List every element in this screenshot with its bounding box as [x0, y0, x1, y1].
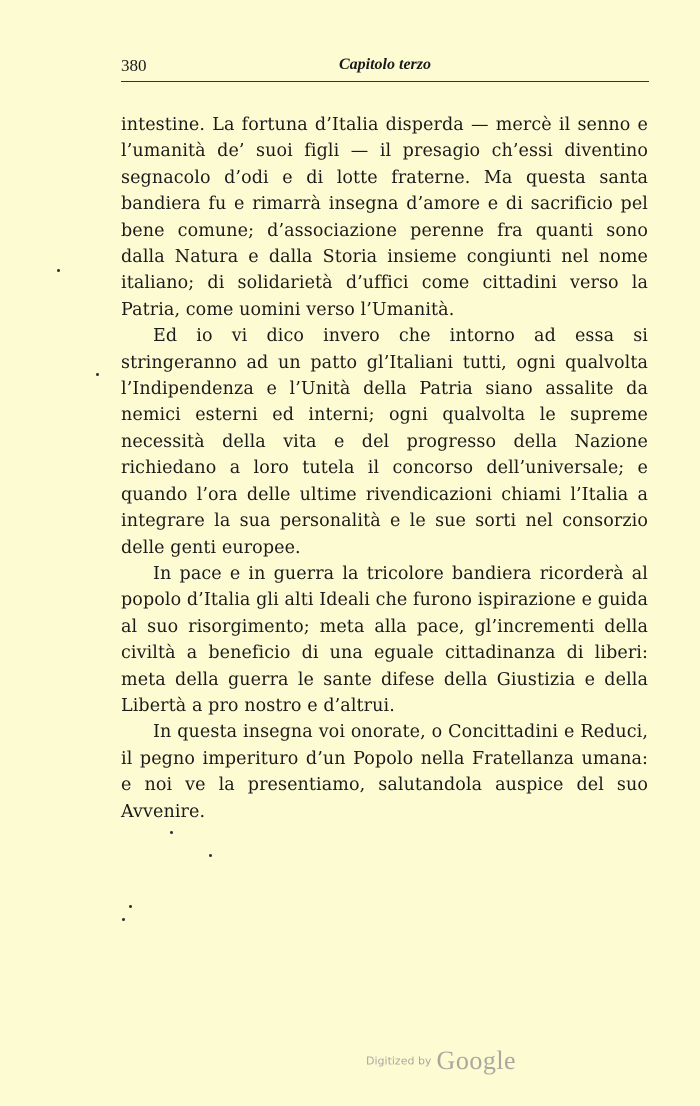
- print-speck: [96, 373, 99, 376]
- print-speck: [209, 854, 212, 857]
- google-logo: Google: [436, 1046, 517, 1075]
- paragraph-3: In pace e in guerra la tricolore bandiera ricorderà al popolo d’Italia gli alti Ideali che furono ispirazione e guida al suo risorgimento; meta alla pace, gl’incrementi della civiltà a beneficio di una eguale cittadinanza di liberi: meta della guerra le sante difese della Giustizia e della Libertà a pro nostro e d’altrui.: [121, 563, 648, 716]
- paragraph-1: intestine. La fortuna d’Italia disperda — mercè il senno e l’umanità de’ suoi figli — il presagio ch’essi diventino segnacolo d’odi e di lotte fraterne. Ma questa santa bandiera fu e rimarrà insegna d’amore e di sacrificio pel bene comune; d’associazione perenne fra quanti sono dalla Natura e dalla Storia insieme congiunti nel nome italiano; di solidarietà d’uffici come cittadini verso la Patria, come uomini verso l’Umanità.: [121, 115, 648, 320]
- print-speck: [57, 269, 60, 272]
- header-rule: [121, 81, 649, 82]
- page-number: 380: [121, 56, 147, 75]
- print-speck: [129, 905, 132, 908]
- paragraph-2: Ed io vi dico invero che intorno ad essa si stringeranno ad un patto gl’Italiani tutti, ogni qualvolta l’Indipendenza e l’Unità della Patria siano assalite da nemici esterni ed interni; ogni qualvolta le supreme necessità della vita e del progresso della Nazione richiedano a loro tutela il concorso dell’universale; e quando l’ora delle ultime rivendicazioni chiami l’Italia a integrare la sua personalità e le sue sorti nel consorzio delle genti europee.: [121, 326, 648, 558]
- body-text: [121, 112, 648, 825]
- chapter-title: Capitolo terzo: [338, 56, 431, 73]
- print-speck: [170, 831, 173, 834]
- watermark-prefix: Digitized by: [366, 1054, 432, 1068]
- page-header: [121, 56, 649, 84]
- print-speck: [122, 918, 125, 921]
- digitized-watermark: [366, 1046, 516, 1076]
- paragraph-4: In questa insegna voi onorate, o Concittadini e Reduci, il pegno imperituro d’un Popolo nella Fratellanza umana: e noi ve la presentiamo, salutandola auspice del suo Avvenire.: [121, 722, 648, 822]
